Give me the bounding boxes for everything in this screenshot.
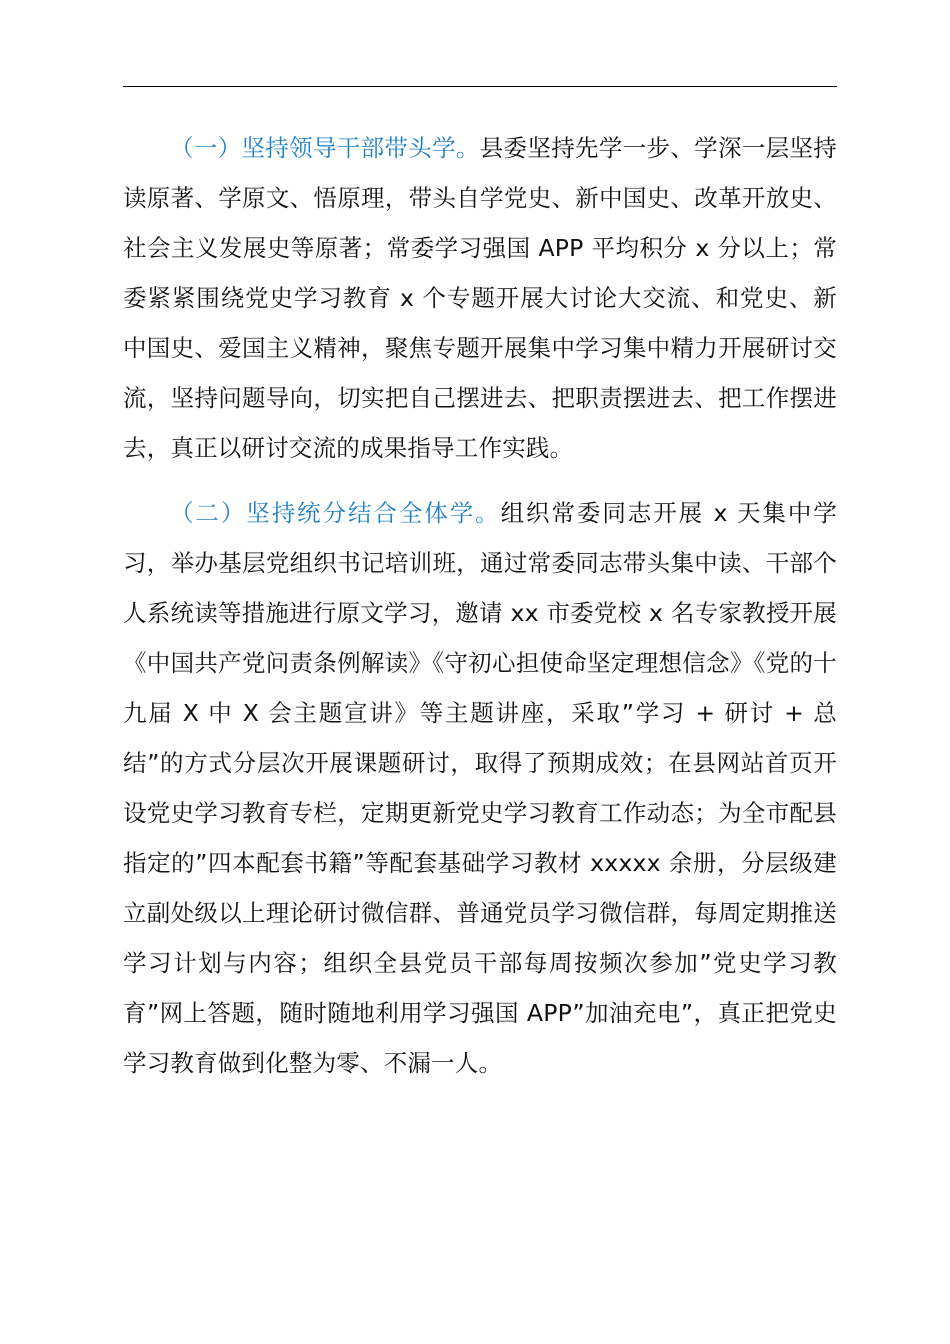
paragraph-1: [123, 123, 837, 473]
header-rule: [123, 86, 837, 87]
document-body: [123, 123, 837, 1088]
section-heading-2: （二）坚持统分结合全体学。: [170, 499, 501, 527]
paragraph-2: [123, 488, 837, 1088]
paragraph-2-text: 组织常委同志开展 x 天集中学习，举办基层党组织书记培训班，通过常委同志带头集中读、干部个人系统读等措施进行原文学习，邀请 xx 市委党校 x 名专家教授开展《中国共产党问责条例解读》《守初心担使命坚定理想信念》《党的十九届 X 中 X 会主题宣讲》等主题讲座，采取”学习 + 研讨 + 总结”的方式分层次开展课题研讨，取得了预期成效；在县网站首页开设党史学习教育专栏，定期更新党史学习教育工作动态；为全市配县指定的”四本配套书籍”等配套基础学习教材 xxxxx 余册，分层级建立副处级以上理论研讨微信群、普通党员学习微信群，每周定期推送学习计划与内容；组织全县党员干部每周按频次参加”党史学习教育”网上答题，随时随地利用学习强国 APP”加油充电”，真正把党史学习教育做到化整为零、不漏一人。: [123, 499, 837, 1077]
paragraph-1-text: 县委坚持先学一步、学深一层坚持读原著、学原文、悟原理，带头自学党史、新中国史、改革开放史、社会主义发展史等原著；常委学习强国 APP 平均积分 x 分以上；常委紧紧围绕党史学习教育 x 个专题开展大讨论大交流、和党史、新中国史、爱国主义精神，聚焦专题开展集中学习集中精力开展研讨交流，坚持问题导向，切实把自己摆进去、把职责摆进去、把工作摆进去，真正以研讨交流的成果指导工作实践。: [123, 134, 837, 462]
section-heading-1: （一）坚持领导干部带头学。: [170, 134, 480, 162]
